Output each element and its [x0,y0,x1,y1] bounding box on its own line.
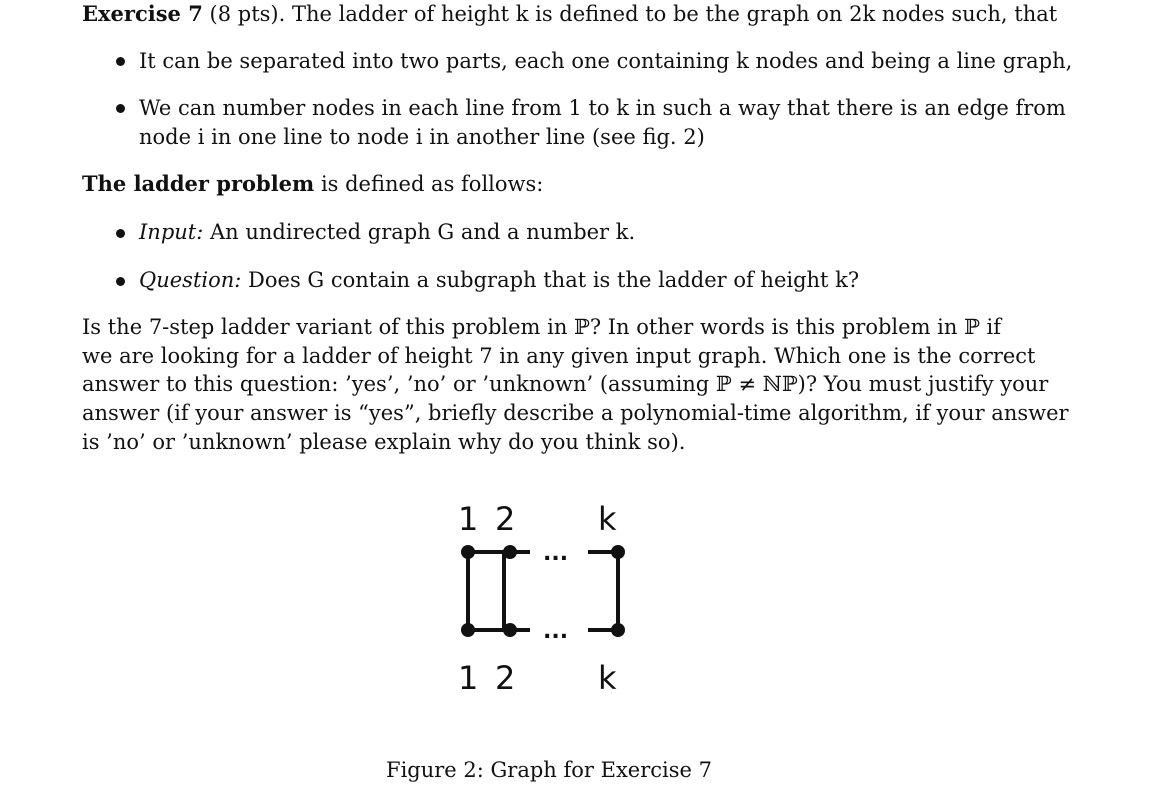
problem-heading: The ladder problem is defined as follows: [82,171,544,196]
exercise-points: (8 pts). [209,2,286,26]
bullet-dot [116,104,125,113]
bullet-dot [116,229,125,238]
problem-question: Question: Does G contain a subgraph that is the ladder of height k? [139,268,860,292]
question-label: Question: [139,268,242,292]
paragraph-line-5: is ’no’ or ’unknown’ please explain why do you think so). [82,430,686,454]
bottom-label-1: 1 [458,659,479,697]
paragraph-line-1: Is the 7-step ladder variant of this problem in ℙ? In other words is this problem in ℙ if [82,315,1002,339]
node-bottom-2 [503,623,517,637]
bullet-dot [116,57,125,66]
bullet-dot [116,277,125,286]
problem-title: The ladder problem [82,171,315,196]
paragraph-line-4: answer (if your answer is “yes”, briefly describe a polynomial-time algorithm, if your answer [82,401,1069,425]
definition-bullet-1: It can be separated into two parts, each one containing k nodes and being a line graph, [139,49,1073,73]
top-label-1: 1 [458,500,479,538]
ladder-figure [440,490,670,710]
figure-caption: Figure 2: Graph for Exercise 7 [386,758,712,782]
node-top-2 [503,545,517,559]
node-bottom-1 [461,623,475,637]
paragraph-line-3: answer to this question: ’yes’, ’no’ or ’unknown’ (assuming ℙ ≠ ℕℙ)? You must justify your [82,372,1049,396]
top-label-2: 2 [495,500,516,538]
top-label-k: k [598,500,617,538]
bottom-ellipsis: ... [543,619,569,644]
exercise-title: Exercise 7 [82,1,203,26]
exercise-heading [82,0,1057,28]
input-label: Input: [139,220,204,244]
definition-bullet-2-line-1: We can number nodes in each line from 1 to k in such a way that there is an edge from [139,96,1066,120]
bottom-label-2: 2 [495,659,516,697]
definition-bullet-2-line-2: node i in one line to node i in another line (see fig. 2) [139,125,705,149]
bottom-label-k: k [598,659,617,697]
node-bottom-k [611,623,625,637]
top-ellipsis: ... [543,541,569,566]
paragraph-line-2: we are looking for a ladder of height 7 in any given input graph. Which one is the correct [82,344,1036,368]
node-top-1 [461,545,475,559]
node-top-k [611,545,625,559]
exercise-intro: The ladder of height k is defined to be the graph on 2k nodes such, that [291,2,1058,26]
problem-input: Input: An undirected graph G and a number k. [139,220,636,244]
